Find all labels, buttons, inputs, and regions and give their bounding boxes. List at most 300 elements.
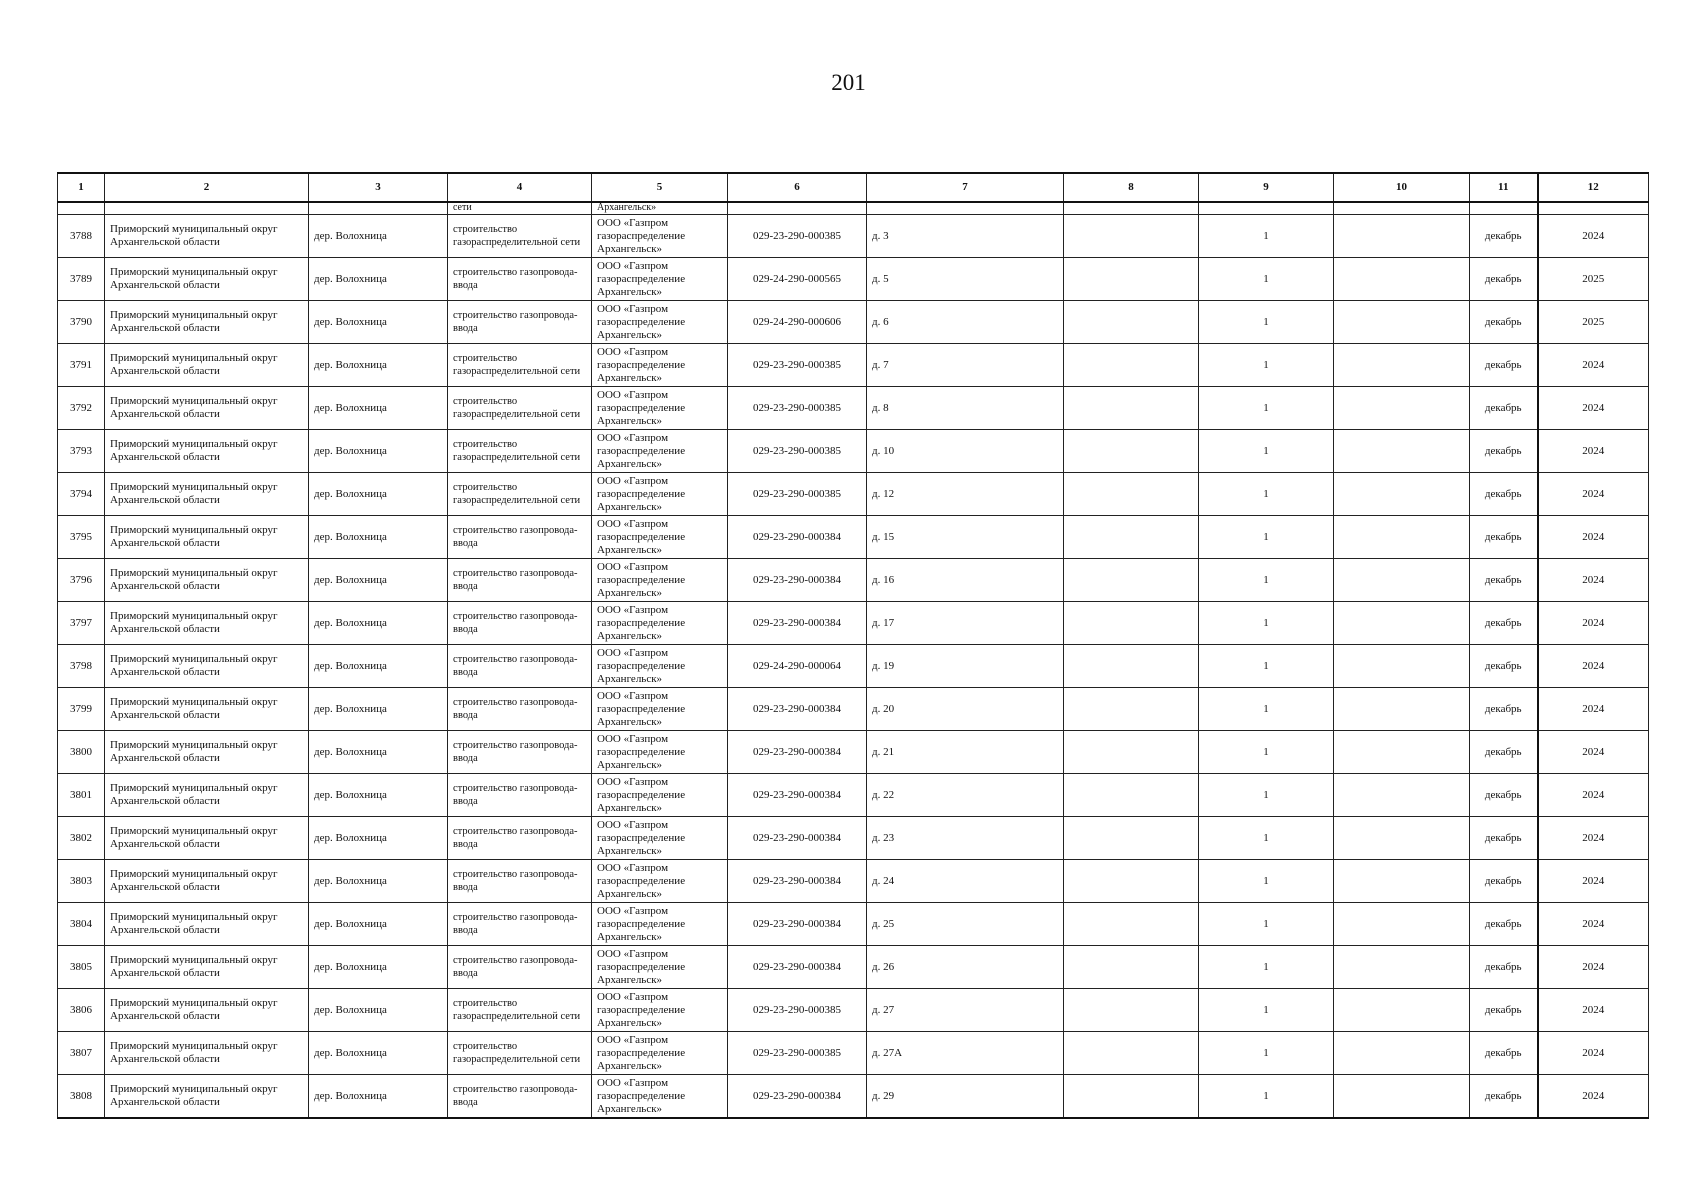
code-cell: 029-23-290-000385 bbox=[728, 430, 867, 473]
col10-cell bbox=[1334, 903, 1470, 946]
locality-cell: дер. Волохница bbox=[309, 430, 448, 473]
header-cell-7: 7 bbox=[867, 173, 1064, 202]
house-cell: д. 21 bbox=[867, 731, 1064, 774]
year-cell: 2024 bbox=[1538, 946, 1649, 989]
quantity-cell: 1 bbox=[1199, 817, 1334, 860]
year-cell: 2024 bbox=[1538, 430, 1649, 473]
house-cell: д. 7 bbox=[867, 344, 1064, 387]
organization-cell: ООО «Газпром газораспределение Архангельск» bbox=[592, 258, 728, 301]
year-cell: 2024 bbox=[1538, 860, 1649, 903]
code-cell: 029-23-290-000385 bbox=[728, 387, 867, 430]
header-cell-5: 5 bbox=[592, 173, 728, 202]
organization-cell: ООО «Газпром газораспределение Архангельск» bbox=[592, 559, 728, 602]
code-cell: 029-23-290-000384 bbox=[728, 817, 867, 860]
col10-cell bbox=[1334, 860, 1470, 903]
month-cell: декабрь bbox=[1470, 473, 1538, 516]
district-cell: Приморский муниципальный округ Архангельской области bbox=[105, 688, 309, 731]
row-number: 3799 bbox=[58, 688, 105, 731]
locality-cell: дер. Волохница bbox=[309, 301, 448, 344]
house-cell: д. 29 bbox=[867, 1075, 1064, 1119]
quantity-cell: 1 bbox=[1199, 946, 1334, 989]
col10-cell bbox=[1334, 215, 1470, 258]
organization-cell: ООО «Газпром газораспределение Архангельск» bbox=[592, 903, 728, 946]
col10-cell bbox=[1334, 430, 1470, 473]
work-type-cell: строительство газопровода-ввода bbox=[448, 903, 592, 946]
organization-cell: ООО «Газпром газораспределение Архангельск» bbox=[592, 989, 728, 1032]
district-cell: Приморский муниципальный округ Архангельской области bbox=[105, 903, 309, 946]
code-cell: 029-23-290-000384 bbox=[728, 903, 867, 946]
year-cell: 2024 bbox=[1538, 344, 1649, 387]
col10-cell bbox=[1334, 645, 1470, 688]
cont-cell bbox=[105, 202, 309, 215]
month-cell: декабрь bbox=[1470, 215, 1538, 258]
district-cell: Приморский муниципальный округ Архангельской области bbox=[105, 1032, 309, 1075]
col8-cell bbox=[1064, 731, 1199, 774]
organization-cell: ООО «Газпром газораспределение Архангельск» bbox=[592, 817, 728, 860]
district-cell: Приморский муниципальный округ Архангельской области bbox=[105, 473, 309, 516]
work-type-cell: строительство газораспределительной сети bbox=[448, 430, 592, 473]
year-cell: 2024 bbox=[1538, 473, 1649, 516]
locality-cell: дер. Волохница bbox=[309, 1075, 448, 1119]
work-type-cell: строительство газопровода-ввода bbox=[448, 688, 592, 731]
district-cell: Приморский муниципальный округ Архангельской области bbox=[105, 602, 309, 645]
house-cell: д. 27 bbox=[867, 989, 1064, 1032]
code-cell: 029-23-290-000384 bbox=[728, 1075, 867, 1119]
row-number: 3790 bbox=[58, 301, 105, 344]
work-type-cell: строительство газопровода-ввода bbox=[448, 731, 592, 774]
col8-cell bbox=[1064, 946, 1199, 989]
col8-cell bbox=[1064, 1075, 1199, 1119]
continuation-row bbox=[58, 202, 1649, 215]
house-cell: д. 10 bbox=[867, 430, 1064, 473]
table-row bbox=[58, 774, 1649, 817]
year-cell: 2024 bbox=[1538, 602, 1649, 645]
row-number: 3798 bbox=[58, 645, 105, 688]
row-number: 3789 bbox=[58, 258, 105, 301]
data-table bbox=[57, 172, 1649, 1119]
row-number: 3800 bbox=[58, 731, 105, 774]
col10-cell bbox=[1334, 688, 1470, 731]
row-number: 3793 bbox=[58, 430, 105, 473]
header-cell-1: 1 bbox=[58, 173, 105, 202]
work-type-cell: строительство газораспределительной сети bbox=[448, 387, 592, 430]
quantity-cell: 1 bbox=[1199, 774, 1334, 817]
house-cell: д. 3 bbox=[867, 215, 1064, 258]
col10-cell bbox=[1334, 301, 1470, 344]
year-cell: 2024 bbox=[1538, 215, 1649, 258]
year-cell: 2024 bbox=[1538, 989, 1649, 1032]
cont-cell-work: сети bbox=[448, 202, 592, 215]
locality-cell: дер. Волохница bbox=[309, 903, 448, 946]
house-cell: д. 22 bbox=[867, 774, 1064, 817]
table-row bbox=[58, 989, 1649, 1032]
organization-cell: ООО «Газпром газораспределение Архангельск» bbox=[592, 645, 728, 688]
year-cell: 2024 bbox=[1538, 1032, 1649, 1075]
row-number: 3802 bbox=[58, 817, 105, 860]
header-cell-2: 2 bbox=[105, 173, 309, 202]
quantity-cell: 1 bbox=[1199, 731, 1334, 774]
organization-cell: ООО «Газпром газораспределение Архангельск» bbox=[592, 1032, 728, 1075]
quantity-cell: 1 bbox=[1199, 258, 1334, 301]
work-type-cell: строительство газораспределительной сети bbox=[448, 344, 592, 387]
organization-cell: ООО «Газпром газораспределение Архангельск» bbox=[592, 301, 728, 344]
locality-cell: дер. Волохница bbox=[309, 731, 448, 774]
district-cell: Приморский муниципальный округ Архангельской области bbox=[105, 946, 309, 989]
quantity-cell: 1 bbox=[1199, 215, 1334, 258]
header-cell-8: 8 bbox=[1064, 173, 1199, 202]
col8-cell bbox=[1064, 774, 1199, 817]
row-number: 3804 bbox=[58, 903, 105, 946]
month-cell: декабрь bbox=[1470, 387, 1538, 430]
quantity-cell: 1 bbox=[1199, 430, 1334, 473]
year-cell: 2024 bbox=[1538, 387, 1649, 430]
organization-cell: ООО «Газпром газораспределение Архангельск» bbox=[592, 430, 728, 473]
work-type-cell: строительство газораспределительной сети bbox=[448, 215, 592, 258]
quantity-cell: 1 bbox=[1199, 645, 1334, 688]
house-cell: д. 6 bbox=[867, 301, 1064, 344]
month-cell: декабрь bbox=[1470, 860, 1538, 903]
col8-cell bbox=[1064, 430, 1199, 473]
house-cell: д. 25 bbox=[867, 903, 1064, 946]
col10-cell bbox=[1334, 946, 1470, 989]
quantity-cell: 1 bbox=[1199, 473, 1334, 516]
locality-cell: дер. Волохница bbox=[309, 946, 448, 989]
organization-cell: ООО «Газпром газораспределение Архангельск» bbox=[592, 731, 728, 774]
code-cell: 029-23-290-000385 bbox=[728, 344, 867, 387]
code-cell: 029-24-290-000606 bbox=[728, 301, 867, 344]
table-row bbox=[58, 731, 1649, 774]
header-cell-11: 11 bbox=[1470, 173, 1538, 202]
col10-cell bbox=[1334, 602, 1470, 645]
house-cell: д. 8 bbox=[867, 387, 1064, 430]
col8-cell bbox=[1064, 688, 1199, 731]
row-number: 3803 bbox=[58, 860, 105, 903]
col8-cell bbox=[1064, 559, 1199, 602]
col8-cell bbox=[1064, 258, 1199, 301]
locality-cell: дер. Волохница bbox=[309, 215, 448, 258]
quantity-cell: 1 bbox=[1199, 688, 1334, 731]
code-cell: 029-23-290-000384 bbox=[728, 516, 867, 559]
table-row bbox=[58, 258, 1649, 301]
district-cell: Приморский муниципальный округ Архангельской области bbox=[105, 301, 309, 344]
code-cell: 029-23-290-000385 bbox=[728, 473, 867, 516]
work-type-cell: строительство газопровода-ввода bbox=[448, 1075, 592, 1119]
year-cell: 2024 bbox=[1538, 1075, 1649, 1119]
table-row bbox=[58, 430, 1649, 473]
col10-cell bbox=[1334, 1075, 1470, 1119]
district-cell: Приморский муниципальный округ Архангельской области bbox=[105, 817, 309, 860]
work-type-cell: строительство газопровода-ввода bbox=[448, 559, 592, 602]
organization-cell: ООО «Газпром газораспределение Архангельск» bbox=[592, 516, 728, 559]
col8-cell bbox=[1064, 645, 1199, 688]
table-row bbox=[58, 1075, 1649, 1119]
month-cell: декабрь bbox=[1470, 602, 1538, 645]
quantity-cell: 1 bbox=[1199, 903, 1334, 946]
row-number: 3805 bbox=[58, 946, 105, 989]
work-type-cell: строительство газопровода-ввода bbox=[448, 817, 592, 860]
col8-cell bbox=[1064, 860, 1199, 903]
col8-cell bbox=[1064, 387, 1199, 430]
header-cell-6: 6 bbox=[728, 173, 867, 202]
cont-cell bbox=[309, 202, 448, 215]
table-row bbox=[58, 946, 1649, 989]
locality-cell: дер. Волохница bbox=[309, 602, 448, 645]
code-cell: 029-23-290-000385 bbox=[728, 989, 867, 1032]
locality-cell: дер. Волохница bbox=[309, 258, 448, 301]
year-cell: 2024 bbox=[1538, 688, 1649, 731]
cont-cell-org: Архангельск» bbox=[592, 202, 728, 215]
work-type-cell: строительство газопровода-ввода bbox=[448, 946, 592, 989]
organization-cell: ООО «Газпром газораспределение Архангельск» bbox=[592, 602, 728, 645]
code-cell: 029-23-290-000384 bbox=[728, 602, 867, 645]
row-number: 3801 bbox=[58, 774, 105, 817]
code-cell: 029-23-290-000384 bbox=[728, 860, 867, 903]
cont-cell bbox=[1538, 202, 1649, 215]
quantity-cell: 1 bbox=[1199, 559, 1334, 602]
row-number: 3808 bbox=[58, 1075, 105, 1119]
col10-cell bbox=[1334, 258, 1470, 301]
row-number: 3796 bbox=[58, 559, 105, 602]
month-cell: декабрь bbox=[1470, 344, 1538, 387]
district-cell: Приморский муниципальный округ Архангельской области bbox=[105, 215, 309, 258]
organization-cell: ООО «Газпром газораспределение Архангельск» bbox=[592, 946, 728, 989]
house-cell: д. 15 bbox=[867, 516, 1064, 559]
code-cell: 029-23-290-000384 bbox=[728, 731, 867, 774]
table-row bbox=[58, 645, 1649, 688]
year-cell: 2024 bbox=[1538, 516, 1649, 559]
table-row bbox=[58, 215, 1649, 258]
cont-cell bbox=[1334, 202, 1470, 215]
col10-cell bbox=[1334, 1032, 1470, 1075]
district-cell: Приморский муниципальный округ Архангельской области bbox=[105, 774, 309, 817]
quantity-cell: 1 bbox=[1199, 301, 1334, 344]
month-cell: декабрь bbox=[1470, 1075, 1538, 1119]
district-cell: Приморский муниципальный округ Архангельской области bbox=[105, 1075, 309, 1119]
row-number: 3795 bbox=[58, 516, 105, 559]
work-type-cell: строительство газопровода-ввода bbox=[448, 645, 592, 688]
row-number: 3794 bbox=[58, 473, 105, 516]
house-cell: д. 12 bbox=[867, 473, 1064, 516]
locality-cell: дер. Волохница bbox=[309, 344, 448, 387]
col10-cell bbox=[1334, 774, 1470, 817]
cont-cell bbox=[1199, 202, 1334, 215]
organization-cell: ООО «Газпром газораспределение Архангельск» bbox=[592, 860, 728, 903]
table-row bbox=[58, 817, 1649, 860]
quantity-cell: 1 bbox=[1199, 516, 1334, 559]
house-cell: д. 24 bbox=[867, 860, 1064, 903]
row-number: 3788 bbox=[58, 215, 105, 258]
house-cell: д. 17 bbox=[867, 602, 1064, 645]
work-type-cell: строительство газораспределительной сети bbox=[448, 1032, 592, 1075]
header-cell-3: 3 bbox=[309, 173, 448, 202]
col10-cell bbox=[1334, 731, 1470, 774]
district-cell: Приморский муниципальный округ Архангельской области bbox=[105, 344, 309, 387]
quantity-cell: 1 bbox=[1199, 344, 1334, 387]
row-number: 3792 bbox=[58, 387, 105, 430]
house-cell: д. 5 bbox=[867, 258, 1064, 301]
locality-cell: дер. Волохница bbox=[309, 473, 448, 516]
organization-cell: ООО «Газпром газораспределение Архангельск» bbox=[592, 688, 728, 731]
district-cell: Приморский муниципальный округ Архангельской области bbox=[105, 860, 309, 903]
month-cell: декабрь bbox=[1470, 645, 1538, 688]
col8-cell bbox=[1064, 516, 1199, 559]
organization-cell: ООО «Газпром газораспределение Архангельск» bbox=[592, 344, 728, 387]
month-cell: декабрь bbox=[1470, 688, 1538, 731]
organization-cell: ООО «Газпром газораспределение Архангельск» bbox=[592, 1075, 728, 1119]
house-cell: д. 27А bbox=[867, 1032, 1064, 1075]
work-type-cell: строительство газопровода-ввода bbox=[448, 602, 592, 645]
district-cell: Приморский муниципальный округ Архангельской области bbox=[105, 430, 309, 473]
year-cell: 2024 bbox=[1538, 817, 1649, 860]
code-cell: 029-23-290-000384 bbox=[728, 688, 867, 731]
quantity-cell: 1 bbox=[1199, 387, 1334, 430]
month-cell: декабрь bbox=[1470, 774, 1538, 817]
month-cell: декабрь bbox=[1470, 301, 1538, 344]
col8-cell bbox=[1064, 301, 1199, 344]
year-cell: 2024 bbox=[1538, 559, 1649, 602]
col10-cell bbox=[1334, 344, 1470, 387]
year-cell: 2024 bbox=[1538, 645, 1649, 688]
house-cell: д. 20 bbox=[867, 688, 1064, 731]
work-type-cell: строительство газопровода-ввода bbox=[448, 301, 592, 344]
code-cell: 029-23-290-000384 bbox=[728, 774, 867, 817]
quantity-cell: 1 bbox=[1199, 1075, 1334, 1119]
locality-cell: дер. Волохница bbox=[309, 860, 448, 903]
code-cell: 029-24-290-000565 bbox=[728, 258, 867, 301]
locality-cell: дер. Волохница bbox=[309, 516, 448, 559]
month-cell: декабрь bbox=[1470, 559, 1538, 602]
col8-cell bbox=[1064, 215, 1199, 258]
year-cell: 2024 bbox=[1538, 731, 1649, 774]
house-cell: д. 19 bbox=[867, 645, 1064, 688]
month-cell: декабрь bbox=[1470, 731, 1538, 774]
cont-cell bbox=[1470, 202, 1538, 215]
month-cell: декабрь bbox=[1470, 516, 1538, 559]
district-cell: Приморский муниципальный округ Архангельской области bbox=[105, 258, 309, 301]
col8-cell bbox=[1064, 903, 1199, 946]
table-row bbox=[58, 688, 1649, 731]
work-type-cell: строительство газопровода-ввода bbox=[448, 774, 592, 817]
work-type-cell: строительство газораспределительной сети bbox=[448, 989, 592, 1032]
cont-cell bbox=[1064, 202, 1199, 215]
header-cell-12: 12 bbox=[1538, 173, 1649, 202]
header-cell-4: 4 bbox=[448, 173, 592, 202]
row-number: 3791 bbox=[58, 344, 105, 387]
table-row bbox=[58, 860, 1649, 903]
district-cell: Приморский муниципальный округ Архангельской области bbox=[105, 989, 309, 1032]
organization-cell: ООО «Газпром газораспределение Архангельск» bbox=[592, 473, 728, 516]
col8-cell bbox=[1064, 602, 1199, 645]
table-row bbox=[58, 387, 1649, 430]
col8-cell bbox=[1064, 1032, 1199, 1075]
locality-cell: дер. Волохница bbox=[309, 817, 448, 860]
col10-cell bbox=[1334, 473, 1470, 516]
col8-cell bbox=[1064, 817, 1199, 860]
table-row bbox=[58, 516, 1649, 559]
year-cell: 2024 bbox=[1538, 903, 1649, 946]
cont-cell bbox=[867, 202, 1064, 215]
year-cell: 2025 bbox=[1538, 258, 1649, 301]
cont-cell bbox=[728, 202, 867, 215]
row-number: 3807 bbox=[58, 1032, 105, 1075]
col10-cell bbox=[1334, 559, 1470, 602]
row-number: 3806 bbox=[58, 989, 105, 1032]
table-header-row bbox=[58, 173, 1649, 202]
code-cell: 029-23-290-000384 bbox=[728, 946, 867, 989]
house-cell: д. 23 bbox=[867, 817, 1064, 860]
header-cell-9: 9 bbox=[1199, 173, 1334, 202]
district-cell: Приморский муниципальный округ Архангельской области bbox=[105, 516, 309, 559]
code-cell: 029-23-290-000384 bbox=[728, 559, 867, 602]
month-cell: декабрь bbox=[1470, 903, 1538, 946]
locality-cell: дер. Волохница bbox=[309, 989, 448, 1032]
table-row bbox=[58, 301, 1649, 344]
locality-cell: дер. Волохница bbox=[309, 688, 448, 731]
month-cell: декабрь bbox=[1470, 258, 1538, 301]
quantity-cell: 1 bbox=[1199, 989, 1334, 1032]
locality-cell: дер. Волохница bbox=[309, 1032, 448, 1075]
row-number: 3797 bbox=[58, 602, 105, 645]
district-cell: Приморский муниципальный округ Архангельской области bbox=[105, 731, 309, 774]
code-cell: 029-23-290-000385 bbox=[728, 1032, 867, 1075]
house-cell: д. 26 bbox=[867, 946, 1064, 989]
locality-cell: дер. Волохница bbox=[309, 559, 448, 602]
col10-cell bbox=[1334, 817, 1470, 860]
quantity-cell: 1 bbox=[1199, 602, 1334, 645]
month-cell: декабрь bbox=[1470, 1032, 1538, 1075]
work-type-cell: строительство газораспределительной сети bbox=[448, 473, 592, 516]
header-cell-10: 10 bbox=[1334, 173, 1470, 202]
table-row bbox=[58, 1032, 1649, 1075]
house-cell: д. 16 bbox=[867, 559, 1064, 602]
month-cell: декабрь bbox=[1470, 817, 1538, 860]
table-row bbox=[58, 903, 1649, 946]
col10-cell bbox=[1334, 387, 1470, 430]
col10-cell bbox=[1334, 989, 1470, 1032]
month-cell: декабрь bbox=[1470, 989, 1538, 1032]
table-row bbox=[58, 602, 1649, 645]
cont-cell bbox=[58, 202, 105, 215]
locality-cell: дер. Волохница bbox=[309, 387, 448, 430]
quantity-cell: 1 bbox=[1199, 860, 1334, 903]
quantity-cell: 1 bbox=[1199, 1032, 1334, 1075]
organization-cell: ООО «Газпром газораспределение Архангельск» bbox=[592, 387, 728, 430]
year-cell: 2024 bbox=[1538, 774, 1649, 817]
table-row bbox=[58, 559, 1649, 602]
organization-cell: ООО «Газпром газораспределение Архангельск» bbox=[592, 215, 728, 258]
col8-cell bbox=[1064, 473, 1199, 516]
district-cell: Приморский муниципальный округ Архангельской области bbox=[105, 387, 309, 430]
locality-cell: дер. Волохница bbox=[309, 774, 448, 817]
month-cell: декабрь bbox=[1470, 946, 1538, 989]
organization-cell: ООО «Газпром газораспределение Архангельск» bbox=[592, 774, 728, 817]
month-cell: декабрь bbox=[1470, 430, 1538, 473]
work-type-cell: строительство газопровода-ввода bbox=[448, 860, 592, 903]
locality-cell: дер. Волохница bbox=[309, 645, 448, 688]
code-cell: 029-23-290-000385 bbox=[728, 215, 867, 258]
district-cell: Приморский муниципальный округ Архангельской области bbox=[105, 559, 309, 602]
page-number: 201 bbox=[831, 70, 866, 95]
district-cell: Приморский муниципальный округ Архангельской области bbox=[105, 645, 309, 688]
work-type-cell: строительство газопровода-ввода bbox=[448, 258, 592, 301]
col8-cell bbox=[1064, 344, 1199, 387]
code-cell: 029-24-290-000064 bbox=[728, 645, 867, 688]
col8-cell bbox=[1064, 989, 1199, 1032]
col10-cell bbox=[1334, 516, 1470, 559]
table-row bbox=[58, 344, 1649, 387]
year-cell: 2025 bbox=[1538, 301, 1649, 344]
work-type-cell: строительство газопровода-ввода bbox=[448, 516, 592, 559]
